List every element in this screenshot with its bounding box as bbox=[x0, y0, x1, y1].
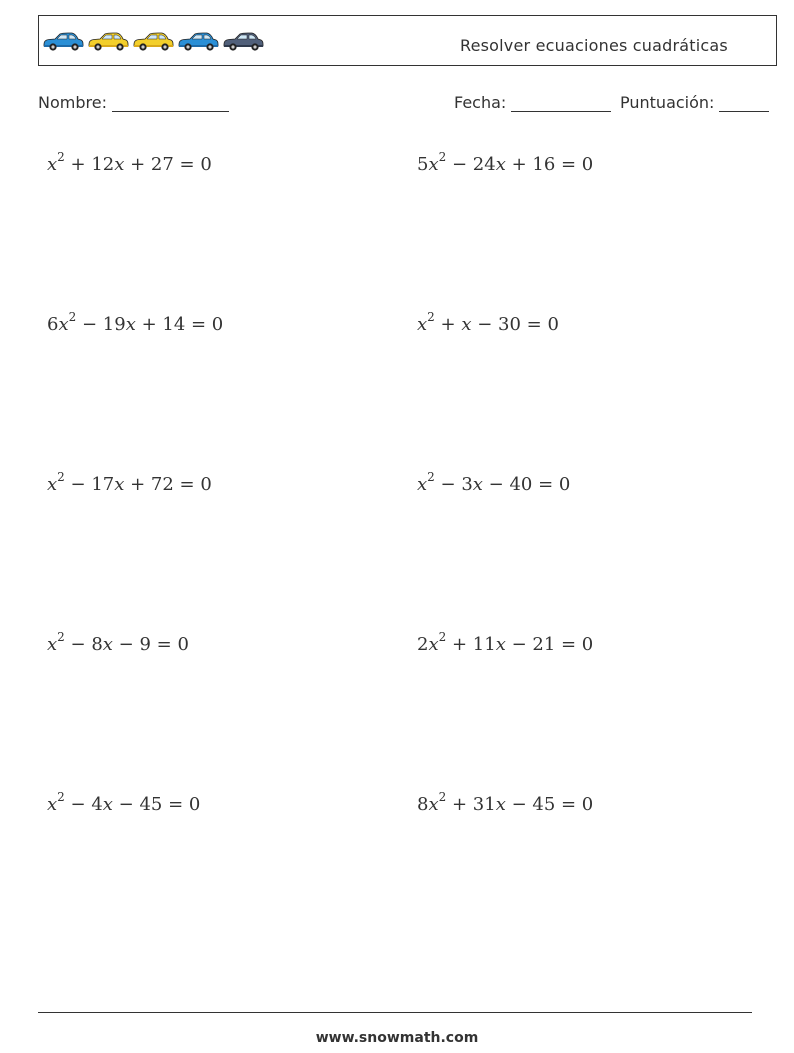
term: − 24 bbox=[446, 154, 496, 175]
problem-1 bbox=[47, 152, 212, 175]
problem-2 bbox=[417, 152, 593, 175]
term: + bbox=[434, 314, 462, 335]
term: + 31 bbox=[446, 794, 496, 815]
exponent: 2 bbox=[57, 630, 65, 644]
variable: x bbox=[102, 634, 113, 655]
exponent: 2 bbox=[438, 150, 447, 164]
variable: x bbox=[58, 314, 69, 335]
term: − 3 bbox=[434, 474, 473, 495]
car-icon bbox=[42, 30, 84, 52]
variable: x bbox=[47, 154, 58, 175]
header-box bbox=[38, 15, 777, 66]
term: − 17 bbox=[64, 474, 115, 495]
term: − 19 bbox=[76, 314, 126, 335]
name-blank[interactable] bbox=[112, 93, 229, 112]
footer-url[interactable]: www.snowmath.com bbox=[315, 1030, 479, 1046]
term: − 21 = 0 bbox=[505, 634, 594, 655]
exponent: 2 bbox=[427, 470, 435, 484]
exponent: 2 bbox=[438, 790, 447, 804]
car-icon bbox=[222, 30, 264, 52]
variable: x bbox=[428, 154, 439, 175]
term: − 45 = 0 bbox=[112, 794, 201, 815]
exponent: 2 bbox=[427, 310, 435, 324]
problem-7 bbox=[47, 632, 189, 655]
exponent: 2 bbox=[438, 630, 447, 644]
exponent: 2 bbox=[68, 310, 77, 324]
car-icon bbox=[87, 30, 129, 52]
variable: x bbox=[428, 634, 439, 655]
car-icon bbox=[177, 30, 219, 52]
term: + 12 bbox=[64, 154, 115, 175]
exponent: 2 bbox=[57, 150, 65, 164]
score-field bbox=[620, 93, 769, 112]
variable: x bbox=[47, 794, 58, 815]
date-field bbox=[454, 93, 611, 112]
variable: x bbox=[428, 794, 439, 815]
term: + 11 bbox=[446, 634, 496, 655]
car-icons bbox=[42, 30, 264, 52]
term: + 72 = 0 bbox=[124, 474, 212, 495]
term: − 9 = 0 bbox=[112, 634, 189, 655]
variable: x bbox=[495, 634, 506, 655]
variable: x bbox=[417, 314, 428, 335]
variable: x bbox=[495, 154, 506, 175]
term: 2 bbox=[417, 634, 429, 655]
score-blank[interactable] bbox=[719, 93, 769, 112]
term: − 30 = 0 bbox=[471, 314, 559, 335]
term: + 14 = 0 bbox=[135, 314, 224, 335]
footer-divider bbox=[38, 1012, 752, 1013]
date-blank[interactable] bbox=[511, 93, 611, 112]
variable: x bbox=[114, 474, 125, 495]
problem-8 bbox=[417, 632, 593, 655]
term: − 45 = 0 bbox=[505, 794, 594, 815]
problem-3 bbox=[47, 312, 223, 335]
name-field bbox=[38, 93, 229, 112]
variable: x bbox=[102, 794, 113, 815]
score-label: Puntuación: bbox=[620, 93, 715, 112]
exponent: 2 bbox=[57, 470, 65, 484]
term: + 16 = 0 bbox=[505, 154, 594, 175]
term: + 27 = 0 bbox=[124, 154, 212, 175]
variable: x bbox=[114, 154, 125, 175]
problem-9 bbox=[47, 792, 200, 815]
date-label: Fecha: bbox=[454, 93, 507, 112]
term: − 4 bbox=[64, 794, 103, 815]
variable: x bbox=[47, 474, 58, 495]
variable: x bbox=[495, 794, 506, 815]
worksheet-title: Resolver ecuaciones cuadráticas bbox=[460, 36, 728, 55]
problem-6 bbox=[417, 472, 570, 495]
term: 6 bbox=[47, 314, 59, 335]
variable: x bbox=[47, 634, 58, 655]
problem-10 bbox=[417, 792, 593, 815]
exponent: 2 bbox=[57, 790, 65, 804]
term: − 40 = 0 bbox=[482, 474, 571, 495]
variable: x bbox=[472, 474, 483, 495]
problem-4 bbox=[417, 312, 559, 335]
problem-5 bbox=[47, 472, 212, 495]
variable: x bbox=[461, 314, 472, 335]
car-icon bbox=[132, 30, 174, 52]
variable: x bbox=[125, 314, 136, 335]
name-label: Nombre: bbox=[38, 93, 107, 112]
term: 5 bbox=[417, 154, 429, 175]
term: 8 bbox=[417, 794, 429, 815]
term: − 8 bbox=[64, 634, 103, 655]
variable: x bbox=[417, 474, 428, 495]
